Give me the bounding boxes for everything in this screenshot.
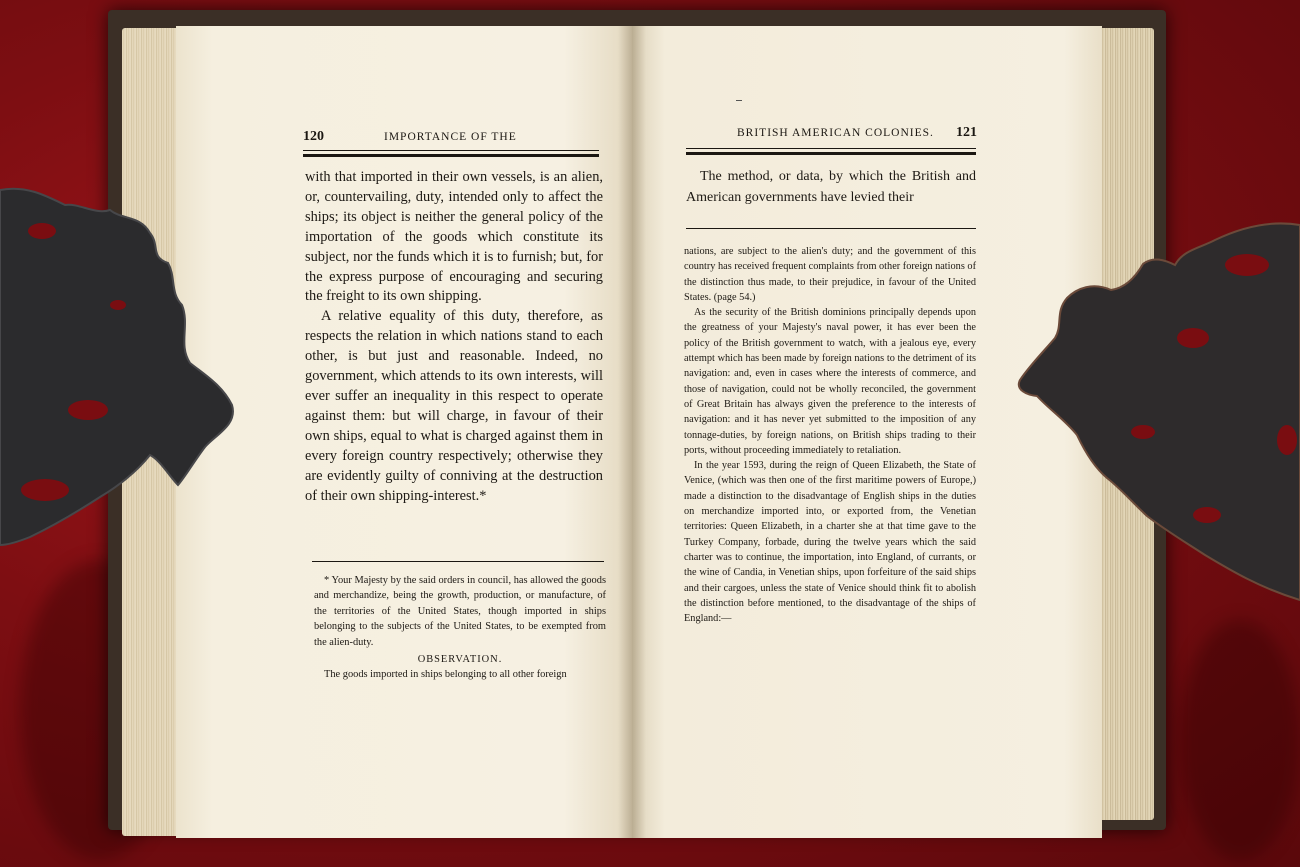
right-running-head: BRITISH AMERICAN COLONIES.: [737, 127, 934, 139]
left-header-rule-thick: [303, 154, 599, 157]
right-header-rule: [686, 148, 976, 149]
right-paragraph-2: As the security of the British dominions principally depends upon the greatness of your Majesty's naval power, it has ever been the policy of the British government to watch, with a jealous eye, every attempt which has been made by foreign nations to the detriment of its navigation: and, even in cases where the interests of commerce, and those of navigation, could not be wholly reconciled, the government of Great Britain has always given the preference to the interests of navigation: and it has never yet submitted to the imposition of any tonnage-duties, by foreign nations, on British ships trading to their ports, without proceeding immediately to retaliation.: [684, 307, 976, 456]
left-metal-clasp-icon: [0, 185, 240, 550]
observation-text: The goods imported in ships belonging to all other foreign: [324, 669, 567, 681]
observation-heading: OBSERVATION.: [417, 654, 503, 666]
right-header-rule-thick: [686, 152, 976, 155]
left-footnote: * Your Majesty by the said orders in council, has allowed the goods and merchandize, being the growth, production, or manufacture, of the territories of the United States, though imported in ships belonging to the subjects of the United States, to be exempted from the alien-duty.: [314, 575, 606, 648]
left-paragraph-1: with that imported in their own vessels, is an alien, or, countervailing, duty, intended only to affect the ships; its object is neither the general policy of the importation of the goods which constitute its subject, nor the funds which it is to furnish; but, for the express purpose of encouraging and securing the freight to its own shipping.: [305, 169, 603, 305]
left-page-number: 120: [303, 129, 324, 144]
right-paragraph-3: In the year 1593, during the reign of Queen Elizabeth, the State of Venice, (which was then one of the first maritime powers of Europe,) made a distinction to the disadvantage of English ships in the duties on merchandize imported into, or exported from, the Venetian territories: Queen Elizabeth, in a charter she at that time gave to the Turkey Company, forbade, during the twelve years which the said charter was to continue, the importation, into England, of currants, or the wine of Candia, in Venetian ships, upon forfeiture of the said ships and their cargoes, unless the state of Venice should think fit to abolish the distinction before mentioned, to the disadvantage of the ships of England:—: [684, 460, 976, 625]
velvet-fold: [1180, 620, 1300, 860]
right-paragraph-1: nations, are subject to the alien's duty; and the government of this country has received frequent complaints from other foreign nations of the distinction thus made, to their prejudice, in favour of the United States. (page 54.): [684, 246, 976, 303]
right-body-text: [684, 244, 976, 626]
left-footnote-block: [314, 573, 606, 683]
left-header-rule: [303, 150, 599, 151]
left-paragraph-2: A relative equality of this duty, therefore, as respects the relation in which nations stand to each other, is but just and reasonable. Indeed, no government, which attends to its own interests, will ever suffer an inequality in this respect to operate against them: but will charge, in favour of their own ships, equal to what is charged against them in every foreign country respectively; otherwise they are evidently guilty of conniving at the destruction of their own shipping-interest.*: [305, 308, 603, 504]
book-gutter: [618, 26, 646, 838]
left-running-head: IMPORTANCE OF THE: [384, 131, 517, 143]
left-body-text: [305, 168, 603, 506]
right-metal-clasp-icon: [1015, 220, 1300, 605]
footnote-rule: [312, 561, 604, 562]
right-page-number: 121: [956, 125, 977, 140]
right-top-text-block: [686, 166, 976, 208]
print-mark: [736, 100, 742, 101]
right-separator-rule: [686, 228, 976, 229]
right-top-text: The method, or data, by which the British and American governments have levied their: [686, 169, 976, 205]
